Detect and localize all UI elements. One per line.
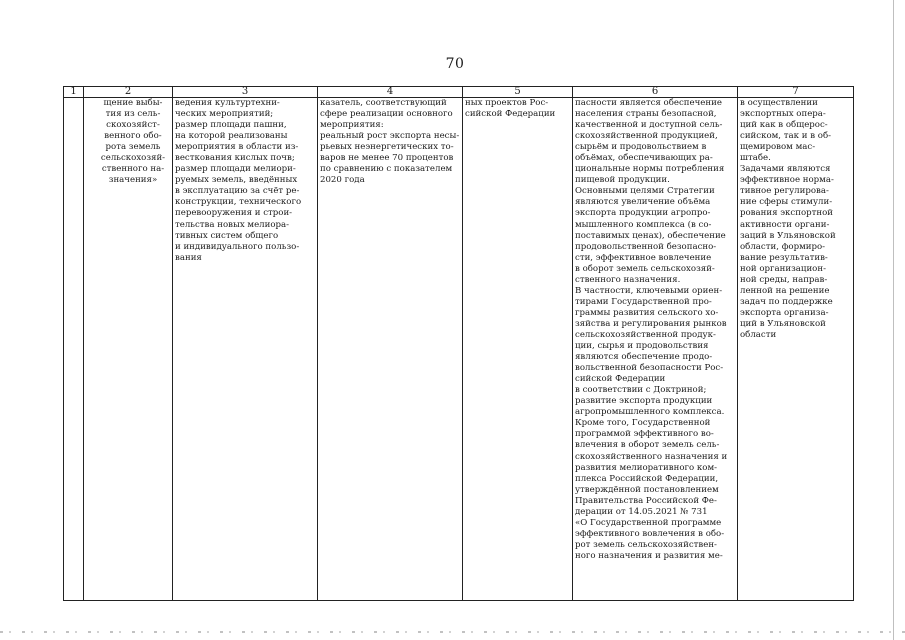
column-header-2: 2 — [84, 87, 173, 98]
cell-text-col-2: щение выбы- тия из сель- скохозяйст- венного обо- рота земель сельскохозяй- ственного на- значения» — [100, 98, 166, 186]
cell-text-col-4: казатель, соответствующий сфере реализации основного мероприятия: реальный рост экспорта несы- рьевых неэнергетических то- варов не менее 70 процентов по сравнению с показателем 2020 года — [320, 98, 460, 186]
column-header-5: 5 — [463, 87, 573, 98]
column-header-6: 6 — [573, 87, 738, 98]
page-number: 70 — [445, 56, 465, 72]
cell-text-col-6: пасности является обеспечение населения страны безопасной, качественной и доступной сель- скохозяйственной продукцией, сырьём и продовольствием в объёмах, обеспечивающих ра- циональные нормы потребления пищевой продукции. Основными целями Стратегии являются увеличение объёма экспорта продукции агропро- мышленного комплекса (в со- поставимых ценах), обеспечение продовольственной безопасно- сти, эффективное вовлечение в оборот земель сельскохозяй- ственного назначения. В частности, ключевыми ориен- тирами Государственной про- граммы развития сельского хо- зяйства и регулирования рынков сельскохозяйственной продук- ции, сырья и продовольствия являются обеспечение продо- вольственной безопасности Рос- сийской Федерации в соответствии с Доктриной; развитие экспорта продукции агропромышленного комплекса. Кроме того, Государственной программой эффективного во- влечения в оборот земель сель- скохозяйственного назначения и развития мелиоративного ком- плекса Российской Федерации, утверждённой постановлением Правительства Российской Фе- дерации от 14.05.2021 № 731 «О Государственной программе эффективного вовлечения в обо- рот земель сельскохозяйствен- ного назначения и развития ме- — [575, 98, 728, 561]
cell-col-3 — [173, 98, 318, 601]
cell-text-col-7: в осуществлении экспортных опера- ций как в общерос- сийском, так и в об- щемировом мас- штабе. Задачами являются эффективное норма- тивное регулирова- ние сферы стимули- рования экспортной активности органи- заций в Ульяновской области, формиро- вание результатив- ной организацион- ной среды, направ- ленной на решение задач по поддержке экспорта организа- ций в Ульяновской области — [740, 98, 836, 340]
cell-col-7 — [738, 98, 854, 601]
table-row — [64, 98, 854, 601]
column-header-7: 7 — [738, 87, 854, 98]
cell-col-2 — [84, 98, 173, 601]
column-header-3: 3 — [173, 87, 318, 98]
cell-text-col-5: ных проектов Рос- сийской Федерации — [465, 98, 556, 120]
page-edge-line — [893, 0, 894, 640]
column-header-4: 4 — [318, 87, 463, 98]
cell-col-1 — [64, 98, 84, 601]
column-header-1: 1 — [64, 87, 84, 98]
document-table — [63, 86, 854, 601]
cell-col-4 — [318, 98, 463, 601]
table-header-row — [64, 87, 854, 98]
cell-text-col-3: ведения культуртехни- ческих мероприятий; размер площади пашни, на которой реализованы мероприятия в области из- весткования кислых почв; размер площади мелиори- руемых земель, введённых в эксплуатацию за счёт ре- конструкции, технического перевооружения и строи- тельства новых мелиора- тивных систем общего и индивидуального пользо- вания — [175, 98, 302, 263]
cell-col-6 — [573, 98, 738, 601]
scan-bottom-edge — [0, 631, 905, 633]
cell-col-5 — [463, 98, 573, 601]
